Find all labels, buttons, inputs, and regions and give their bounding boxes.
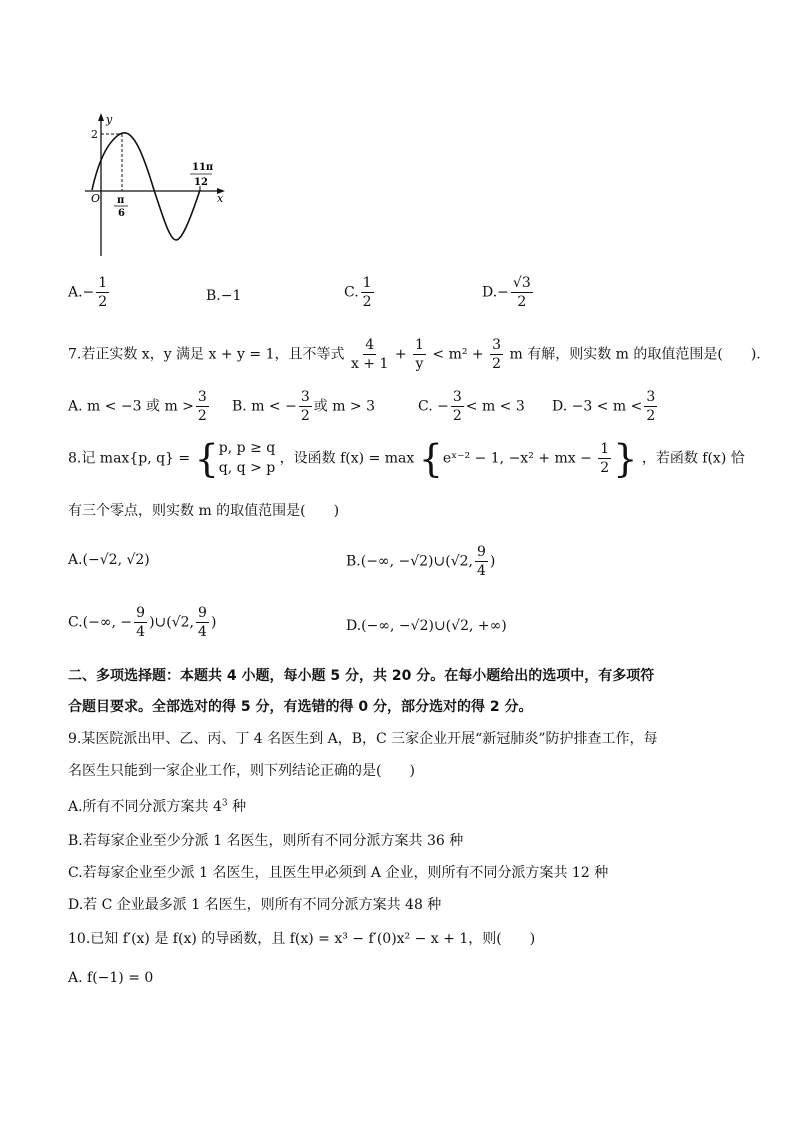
origin-label: O [91,192,101,205]
q8-stem: 8.记 max{p, q} = { p, p ≥ q q, q > p ，设函数 f(x) = max {eˣ⁻² − 1, −x² + mx − $\frac{1}{2}$ } ，若函数 f(x) 恰 [68,436,745,481]
11pi12-num: 11π [192,162,214,173]
q10-option-a[interactable]: A. f(−1) = 0 [68,970,154,986]
pi6-num: π [117,195,125,206]
q7-stem: 7.若正实数 x，y 满足 x + y = 1，且不等式 $\frac{4}{x + 1}$ + $\frac{1}{y}$ < m² + $\frac{3}{2}$ m 有解，则实数 m 的取值范围是( ). [68,337,761,372]
q8-option-c[interactable]: C.(−∞, − $\frac{9}{4}$ )∪(√2, $\frac{9}{4}$ ) [68,605,217,640]
section2-heading-line1: 二、多项选择题：本题共 4 小题，每小题 5 分，共 20 分。在每小题给出的选项中，有多项符 [68,668,655,684]
q9-option-c[interactable]: C.若每家企业至少派 1 名医生，且医生甲必须到 A 企业，则所有不同分派方案共 12 种 [68,865,609,881]
q6-option-d[interactable]: D.− $\frac{√3}{2}$ [482,275,531,310]
q7-option-c[interactable]: C. − $\frac{3}{2}$ < m < 3 [418,389,525,424]
q7-option-d[interactable]: D. −3 < m < $\frac{3}{2}$ [552,389,656,424]
x-axis-label: x [217,192,224,205]
q9-option-b[interactable]: B.若每家企业至少分派 1 名医生，则所有不同分派方案共 36 种 [68,833,464,849]
q8-stem-line2: 有三个零点，则实数 m 的取值范围是( ) [68,503,340,519]
y-tick-label: 2 [91,128,98,141]
q6-option-a[interactable]: A.− $\frac{1}{2}$ [68,275,108,310]
q6-option-b[interactable]: B.−1 [206,288,242,304]
q7-option-b[interactable]: B. m < − $\frac{3}{2}$ 或 m > 3 [232,389,376,424]
y-axis-label: y [106,113,113,126]
q9-option-d[interactable]: D.若 C 企业最多派 1 名医生，则所有不同分派方案共 48 种 [68,897,442,913]
q8-option-b[interactable]: B.(−∞, −√2)∪(√2, $\frac{9}{4}$ ) [346,544,496,579]
q9-option-a[interactable]: A.所有不同分派方案共 $4^3$ 种 [68,798,247,815]
q9-stem-line2: 名医生只能到一家企业工作，则下列结论正确的是( ) [68,763,415,779]
q7-option-a[interactable]: A. m < −3 或 m > $\frac{3}{2}$ [68,389,207,424]
q8-option-a[interactable]: A.(−√2, √2) [68,552,150,568]
q9-stem-line1: 9.某医院派出甲、乙、丙、丁 4 名医生到 A，B，C 三家企业开展“新冠肺炎”防护排查工作，每 [68,731,658,747]
sine-curve [92,133,200,240]
q8-option-d[interactable]: D.(−∞, −√2)∪(√2, +∞) [346,618,507,634]
11pi12-den: 12 [194,177,208,188]
q6-option-c[interactable]: C. $\frac{1}{2}$ [344,275,372,310]
y-axis-arrow [98,113,104,121]
pi6-den: 6 [118,208,125,219]
section2-heading-line2: 合题目要求。全部选对的得 5 分，有选错的得 0 分，部分选对的得 2 分。 [68,699,533,715]
sine-graph [82,110,232,258]
q10-stem: 10.已知 f′(x) 是 f(x) 的导函数，且 f(x) = x³ − f′(0)x² − x + 1，则( ) [68,931,536,947]
